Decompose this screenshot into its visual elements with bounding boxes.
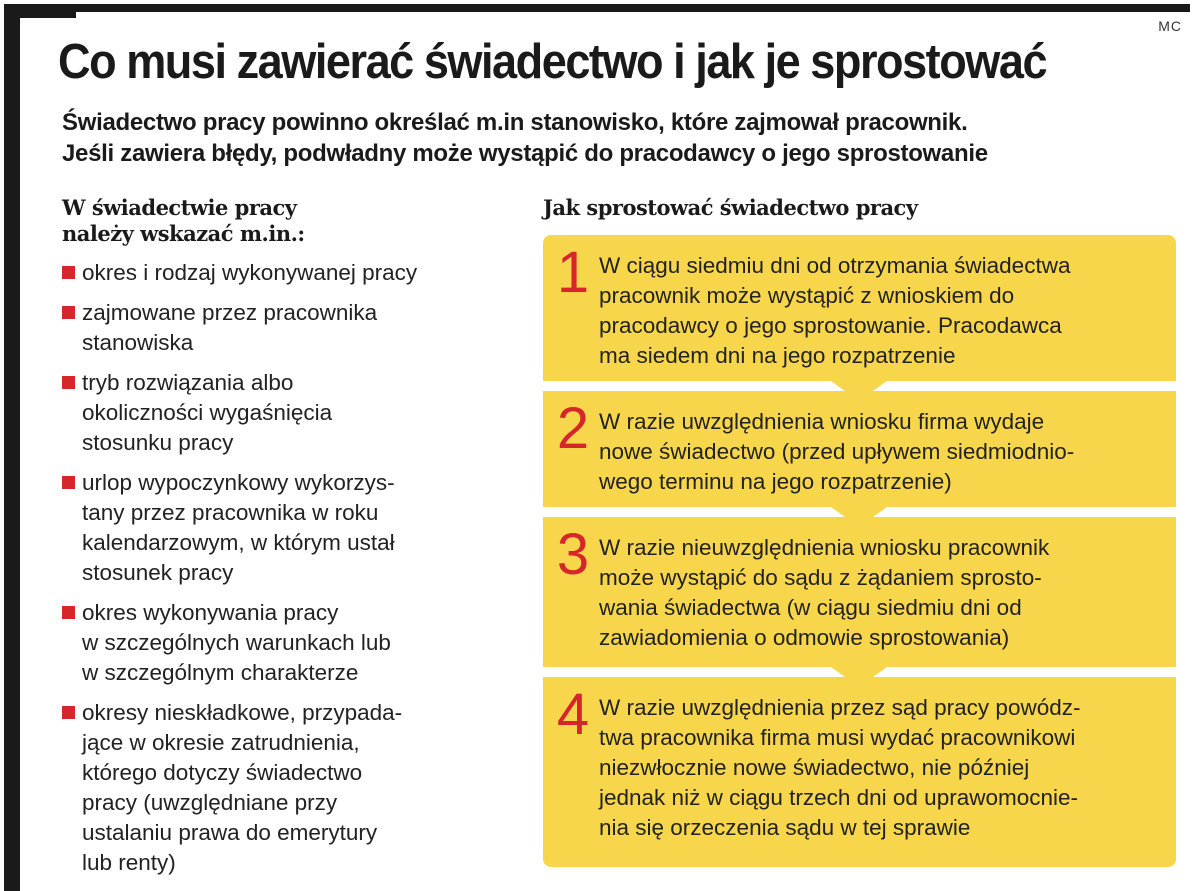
- red-square-bullet-icon: [62, 266, 75, 279]
- step-number: 3: [556, 522, 590, 587]
- step-number: 1: [556, 240, 590, 305]
- step-box: [543, 391, 1176, 507]
- step-text: [599, 407, 1074, 497]
- step-text-line: twa pracownika firma musi wydać pracownikowi: [599, 725, 1076, 750]
- step-text-line: może wystąpić do sądu z żądaniem sprosto-: [599, 565, 1042, 590]
- list-item: [62, 598, 502, 688]
- list-item-line: okres i rodzaj wykonywanej pracy: [82, 260, 418, 285]
- step-box: [543, 517, 1176, 667]
- step-text-line: W razie uwzględnienia przez sąd pracy powódz-: [599, 695, 1081, 720]
- list-item: [62, 298, 502, 358]
- list-item-line: lub renty): [82, 850, 176, 875]
- red-square-bullet-icon: [62, 706, 75, 719]
- lead-line: Jeśli zawiera błędy, podwładny może wystąpić do pracodawcy o jego sprostowanie: [62, 140, 988, 167]
- list-item-line: tryb rozwiązania albo: [82, 370, 294, 395]
- frame-left-bar: [4, 4, 14, 891]
- list-item-line: pracy (uwzględniane przy: [82, 790, 338, 815]
- step-number: 4: [556, 682, 590, 747]
- list-item-line: tany przez pracownika w roku: [82, 500, 379, 525]
- step-text-line: pracownik może wystąpić z wnioskiem do: [599, 283, 1015, 308]
- page-title: Co musi zawierać świadectwo i jak je sprostować: [58, 35, 1047, 89]
- list-item: [62, 698, 502, 878]
- list-item-line: zajmowane przez pracownika: [82, 300, 378, 325]
- arrow-down-icon: [831, 381, 887, 401]
- frame-corner-accent: [14, 12, 76, 18]
- step-text-line: W ciągu siedmiu dni od otrzymania świadectwa: [599, 253, 1071, 278]
- list-item-line: okres wykonywania pracy: [82, 600, 339, 625]
- arrow-down-icon: [831, 507, 887, 527]
- lead-paragraph: [62, 107, 1182, 169]
- list-item-line: ustalaniu prawa do emerytury: [82, 820, 378, 845]
- list-item: [62, 368, 502, 458]
- list-item-line: urlop wypoczynkowy wykorzys-: [82, 470, 395, 495]
- step-text-line: nowe świadectwo (przed upływem siedmiodnio-: [599, 439, 1075, 464]
- author-credit: MC: [1158, 18, 1182, 34]
- left-heading-line: należy wskazać m.in.:: [62, 221, 305, 246]
- step-text: [599, 533, 1049, 653]
- red-square-bullet-icon: [62, 476, 75, 489]
- step-text-line: W razie uwzględnienia wniosku firma wydaje: [599, 409, 1045, 434]
- arrow-down-icon: [831, 667, 887, 687]
- step-text-line: pracodawcy o jego sprostowanie. Pracodawca: [599, 313, 1062, 338]
- left-column-heading: [62, 195, 482, 247]
- list-item-line: w szczególnych warunkach lub: [82, 630, 391, 655]
- list-item-line: okoliczności wygaśnięcia: [82, 400, 333, 425]
- step-text: [599, 251, 1070, 371]
- step-text-line: niezwłocznie nowe świadectwo, nie później: [599, 755, 1030, 780]
- list-item-line: którego dotyczy świadectwo: [82, 760, 363, 785]
- lead-line: Świadectwo pracy powinno określać m.in stanowisko, które zajmował pracownik.: [62, 109, 968, 136]
- left-heading-line: W świadectwie pracy: [62, 195, 297, 220]
- step-text-line: jednak niż w ciągu trzech dni od uprawomocnie-: [599, 785, 1079, 810]
- step-text-line: wania świadectwa (w ciągu siedmiu dni od: [599, 595, 1022, 620]
- steps-panel: [543, 235, 1176, 867]
- right-column-heading: Jak sprostować świadectwo pracy: [543, 195, 918, 220]
- red-square-bullet-icon: [62, 376, 75, 389]
- red-square-bullet-icon: [62, 306, 75, 319]
- list-item: [62, 468, 502, 588]
- step-text-line: W razie nieuwzględnienia wniosku pracownik: [599, 535, 1050, 560]
- frame-top-bar: [4, 4, 1190, 12]
- step-number: 2: [556, 396, 590, 461]
- step-text-line: nia się orzeczenia sądu w tej sprawie: [599, 815, 971, 840]
- list-item-line: okresy nieskładkowe, przypada-: [82, 700, 403, 725]
- list-item-line: stosunek pracy: [82, 560, 234, 585]
- list-item-line: kalendarzowym, w którym ustał: [82, 530, 395, 555]
- list-item: [62, 258, 502, 288]
- requirements-list: [62, 258, 502, 888]
- step-box: [543, 235, 1176, 381]
- list-item-line: stosunku pracy: [82, 430, 234, 455]
- step-text-line: wego terminu na jego rozpatrzenie): [599, 469, 952, 494]
- list-item-line: w szczególnym charakterze: [82, 660, 359, 685]
- list-item-line: jące w okresie zatrudnienia,: [82, 730, 360, 755]
- list-item-line: stanowiska: [82, 330, 194, 355]
- step-box: [543, 677, 1176, 867]
- frame-left-inner: [14, 12, 20, 891]
- step-text: [599, 693, 1080, 843]
- red-square-bullet-icon: [62, 606, 75, 619]
- step-text-line: zawiadomienia o odmowie sprostowania): [599, 625, 1010, 650]
- step-text-line: ma siedem dni na jego rozpatrzenie: [599, 343, 956, 368]
